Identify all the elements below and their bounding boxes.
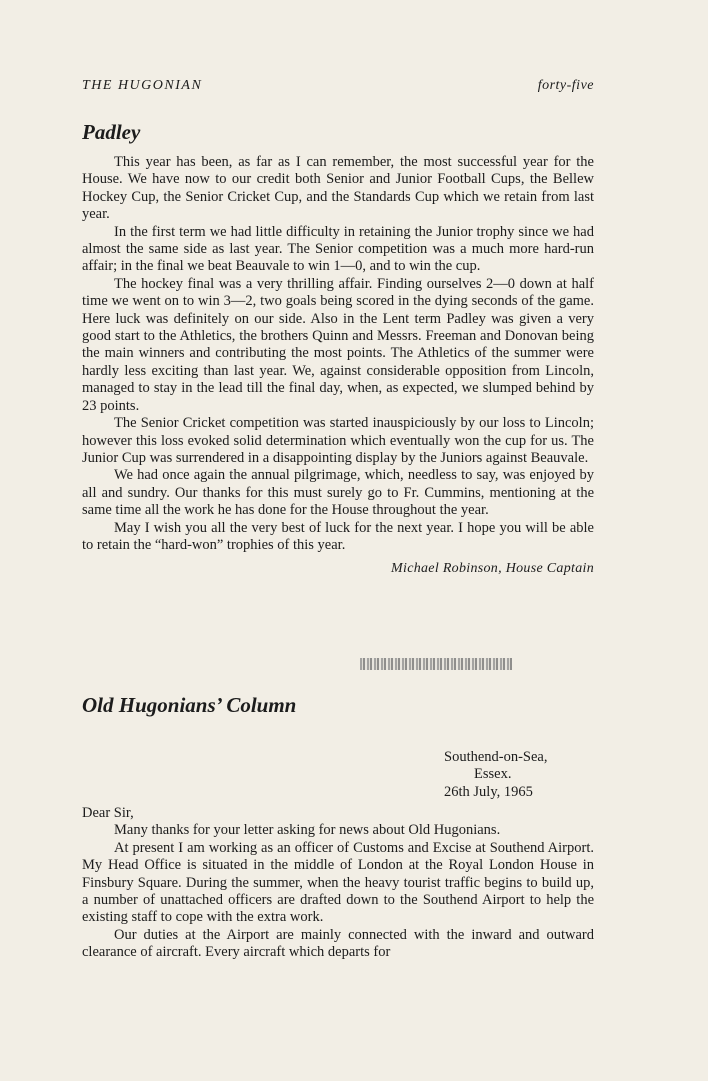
padley-paragraph: May I wish you all the very best of luck for the next year. I hope you will be able to retain the “hard-won” trophies of this year. [82,519,594,553]
padley-signoff: Michael Robinson, House Captain [391,561,594,577]
address-county: Essex. [474,766,512,783]
padley-heading: Padley [82,120,141,144]
publication-title: THE HUGONIAN [82,78,203,93]
letter-paragraph: At present I am working as an officer of Customs and Excise at Southend Airport. My Head Office is situated in the middle of London at the Royal London House in Finsbury Square. During the summer, when the heavy tourist traffic begins to build up, a number of unattached officers are drafted down to the Southend Airport to help the existing staff to cope with the extra work. [82,839,594,926]
page [82,78,594,717]
padley-section [82,120,594,577]
running-head [82,78,594,94]
column-heading: Old Hugonians’ Column [82,693,297,717]
letter-address [444,749,594,801]
padley-paragraph: In the first term we had little difficulty in retaining the Junior trophy since we had almost the same side as last year. The Senior competition was a much more hard-run affair; in the final we beat Beauvale to win 1—0, and to win the cup. [82,223,594,275]
letter-paragraph: Many thanks for your letter asking for news about Old Hugonians. [114,822,501,839]
padley-paragraph: The hockey final was a very thrilling affair. Finding ourselves 2—0 down at half time we went on to win 3—2, two goals being scored in the dying seconds of the game. Here luck was definitely on our side. Also in the Lent term Padley was given a very good start to the Athletics, the brothers Quinn and Messrs. Freeman and Donovan being the main winners and contributing the most points. The Athletics of the summer were hardly less exciting than last year. We, against considerable opposition from Lincoln, managed to stay in the lead till the final day, when, as expected, we slumped behind by 23 points. [82,275,594,414]
address-town: Southend-on-Sea, [444,749,548,765]
page-number: forty-five [537,78,594,93]
padley-paragraph: This year has been, as far as I can remember, the most successful year for the House. We have now to our credit both Senior and Junior Football Cups, the Bellew Hockey Cup, the Senior Cricket Cup, and the Standards Cup which we retain from last year. [82,154,594,223]
letter-date: 26th July, 1965 [444,783,533,800]
letter-body [82,805,594,962]
redacted-address-line [360,658,512,670]
column-section [82,693,296,717]
padley-paragraph: The Senior Cricket competition was started inauspiciously by our loss to Lincoln; however this loss evoked solid determination which eventually won the cup for us. The Junior Cup was surrendered in a disappointing display by the Juniors against Beauvale. [82,415,594,466]
letter-salutation: Dear Sir, [82,805,134,821]
letter-paragraph: Our duties at the Airport are mainly connected with the inward and outward clearance of aircraft. Every aircraft which departs for [82,926,594,961]
padley-paragraph: We had once again the annual pilgrimage, which, needless to say, was enjoyed by all and sundry. Our thanks for this must surely go to Fr. Cummins, mentioning at the same time all the work he has done for the House throughout the year. [82,467,594,519]
